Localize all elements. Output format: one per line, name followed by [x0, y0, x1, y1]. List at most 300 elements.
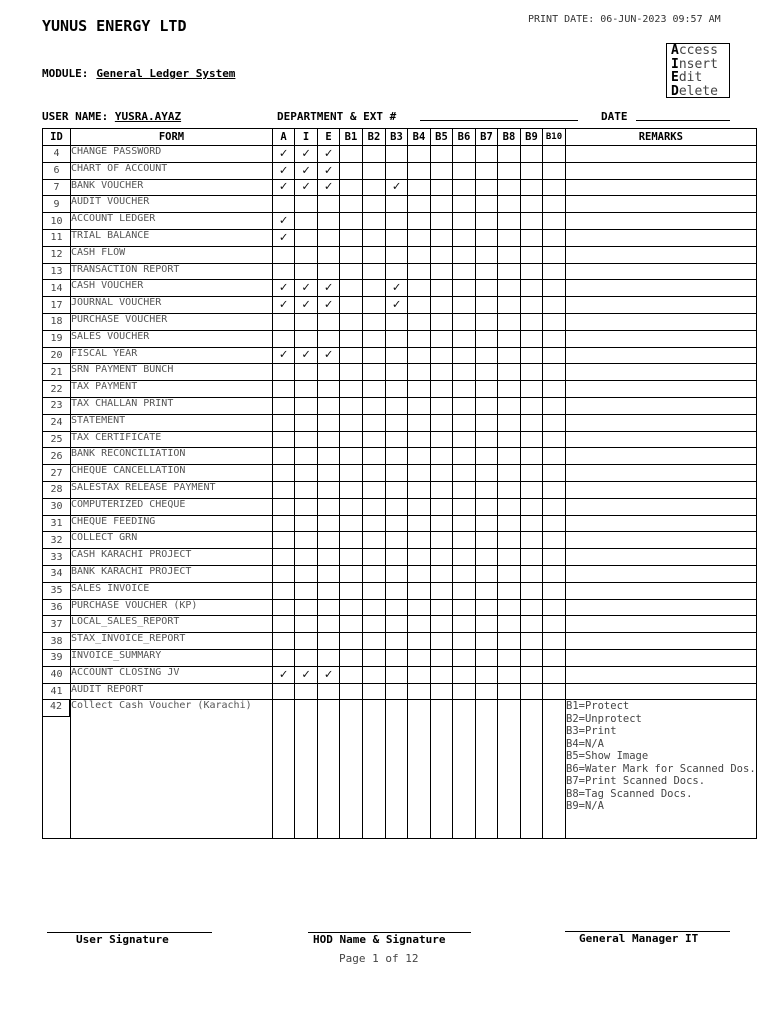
- empty-check-cell: [386, 700, 408, 839]
- row-form-name: CASH FLOW: [71, 246, 273, 263]
- empty-check-cell: [476, 347, 498, 364]
- empty-check-cell: [521, 280, 543, 297]
- empty-check-cell: [318, 700, 340, 839]
- empty-check-cell: [295, 599, 318, 616]
- empty-check-cell: [386, 582, 408, 599]
- row-remarks: [566, 162, 757, 179]
- empty-check-cell: [476, 213, 498, 230]
- empty-check-cell: [543, 414, 566, 431]
- empty-check-cell: [295, 381, 318, 398]
- row-form-name: TRIAL BALANCE: [71, 229, 273, 246]
- table-row: [43, 146, 757, 163]
- empty-check-cell: [408, 549, 431, 566]
- empty-check-cell: [295, 515, 318, 532]
- empty-check-cell: [340, 549, 363, 566]
- empty-check-cell: [295, 481, 318, 498]
- empty-check-cell: [453, 683, 476, 700]
- empty-check-cell: [476, 481, 498, 498]
- row-remarks: [566, 179, 757, 196]
- table-row: [43, 347, 757, 364]
- empty-check-cell: [453, 196, 476, 213]
- empty-check-cell: [543, 297, 566, 314]
- empty-check-cell: [476, 666, 498, 683]
- remarks-legend: [566, 700, 757, 839]
- row-form-name: AUDIT REPORT: [71, 683, 273, 700]
- empty-check-cell: [363, 565, 386, 582]
- empty-check-cell: [543, 532, 566, 549]
- row-id: 19: [43, 330, 71, 347]
- empty-check-cell: [543, 498, 566, 515]
- empty-check-cell: [386, 330, 408, 347]
- empty-check-cell: [408, 297, 431, 314]
- row-remarks: [566, 280, 757, 297]
- empty-check-cell: [521, 213, 543, 230]
- row-id: 20: [43, 347, 71, 364]
- table-row: [43, 414, 757, 431]
- empty-check-cell: [498, 162, 521, 179]
- empty-check-cell: [340, 565, 363, 582]
- empty-check-cell: [408, 582, 431, 599]
- table-row: [43, 280, 757, 297]
- row-remarks: [566, 448, 757, 465]
- empty-check-cell: [498, 633, 521, 650]
- row-remarks: [566, 683, 757, 700]
- row-remarks: [566, 565, 757, 582]
- row-form-name: AUDIT VOUCHER: [71, 196, 273, 213]
- check-mark-icon: ✓: [295, 179, 318, 196]
- empty-check-cell: [431, 700, 453, 839]
- column-header-b5: B5: [431, 129, 453, 146]
- row-form-name: CASH KARACHI PROJECT: [71, 549, 273, 566]
- empty-check-cell: [295, 448, 318, 465]
- empty-check-cell: [363, 179, 386, 196]
- row-remarks: [566, 532, 757, 549]
- column-header-b3: B3: [386, 129, 408, 146]
- remarks-legend-item: B6=Water Mark for Scanned Dos.: [566, 762, 756, 775]
- remarks-legend-item: B9=N/A: [566, 800, 604, 813]
- row-id: 14: [43, 280, 71, 297]
- empty-check-cell: [318, 448, 340, 465]
- empty-check-cell: [431, 313, 453, 330]
- remarks-legend-item: B5=Show Image: [566, 750, 649, 763]
- empty-check-cell: [543, 599, 566, 616]
- table-row: [43, 549, 757, 566]
- table-row: [43, 448, 757, 465]
- empty-check-cell: [386, 381, 408, 398]
- empty-check-cell: [476, 297, 498, 314]
- empty-check-cell: [431, 666, 453, 683]
- row-id: 23: [43, 397, 71, 414]
- remarks-legend-item: B2=Unprotect: [566, 712, 642, 725]
- empty-check-cell: [340, 616, 363, 633]
- empty-check-cell: [498, 263, 521, 280]
- empty-check-cell: [408, 448, 431, 465]
- empty-check-cell: [386, 213, 408, 230]
- empty-check-cell: [318, 313, 340, 330]
- row-remarks: [566, 347, 757, 364]
- empty-check-cell: [476, 263, 498, 280]
- empty-check-cell: [386, 633, 408, 650]
- row-id: 39: [43, 649, 71, 666]
- empty-check-cell: [476, 565, 498, 582]
- row-form-name: CHART OF ACCOUNT: [71, 162, 273, 179]
- empty-check-cell: [340, 263, 363, 280]
- table-row: [43, 381, 757, 398]
- empty-check-cell: [295, 414, 318, 431]
- empty-check-cell: [295, 700, 318, 839]
- row-remarks: [566, 364, 757, 381]
- empty-check-cell: [431, 347, 453, 364]
- empty-check-cell: [408, 381, 431, 398]
- table-row: [43, 196, 757, 213]
- empty-check-cell: [521, 549, 543, 566]
- empty-check-cell: [340, 162, 363, 179]
- empty-check-cell: [543, 465, 566, 482]
- empty-check-cell: [408, 465, 431, 482]
- empty-check-cell: [453, 162, 476, 179]
- empty-check-cell: [363, 364, 386, 381]
- empty-check-cell: [318, 263, 340, 280]
- row-remarks: [566, 146, 757, 163]
- empty-check-cell: [476, 280, 498, 297]
- row-form-name: CHEQUE CANCELLATION: [71, 465, 273, 482]
- check-mark-icon: ✓: [273, 162, 295, 179]
- empty-check-cell: [386, 666, 408, 683]
- empty-check-cell: [521, 431, 543, 448]
- legend-edit: Edit: [671, 70, 703, 85]
- empty-check-cell: [295, 263, 318, 280]
- row-remarks: [566, 481, 757, 498]
- empty-check-cell: [408, 397, 431, 414]
- empty-check-cell: [386, 263, 408, 280]
- module-value: General Ledger System: [96, 67, 236, 80]
- empty-check-cell: [476, 246, 498, 263]
- row-id: 35: [43, 582, 71, 599]
- row-form-name: JOURNAL VOUCHER: [71, 297, 273, 314]
- row-form-name: Collect Cash Voucher (Karachi): [71, 700, 273, 839]
- empty-check-cell: [476, 146, 498, 163]
- empty-check-cell: [431, 381, 453, 398]
- table-header-row: [43, 129, 757, 146]
- row-id: 7: [43, 179, 71, 196]
- empty-check-cell: [498, 213, 521, 230]
- empty-check-cell: [521, 263, 543, 280]
- row-id: 9: [43, 196, 71, 213]
- empty-check-cell: [543, 649, 566, 666]
- empty-check-cell: [318, 381, 340, 398]
- empty-check-cell: [431, 280, 453, 297]
- row-form-name: SALES VOUCHER: [71, 330, 273, 347]
- empty-check-cell: [273, 448, 295, 465]
- empty-check-cell: [386, 448, 408, 465]
- table-row: [43, 431, 757, 448]
- empty-check-cell: [476, 431, 498, 448]
- empty-check-cell: [543, 162, 566, 179]
- empty-check-cell: [453, 599, 476, 616]
- check-mark-icon: ✓: [273, 297, 295, 314]
- table-row: [43, 565, 757, 582]
- empty-check-cell: [273, 330, 295, 347]
- empty-check-cell: [273, 599, 295, 616]
- empty-check-cell: [476, 196, 498, 213]
- access-legend: [666, 43, 730, 98]
- column-header-b4: B4: [408, 129, 431, 146]
- column-header-i: I: [295, 129, 318, 146]
- row-id: 36: [43, 599, 71, 616]
- empty-check-cell: [543, 347, 566, 364]
- empty-check-cell: [498, 448, 521, 465]
- table-row: [43, 465, 757, 482]
- empty-check-cell: [295, 633, 318, 650]
- empty-check-cell: [363, 347, 386, 364]
- table-row: [43, 246, 757, 263]
- empty-check-cell: [295, 565, 318, 582]
- check-mark-icon: ✓: [318, 347, 340, 364]
- table-row: [43, 616, 757, 633]
- empty-check-cell: [453, 431, 476, 448]
- empty-check-cell: [295, 330, 318, 347]
- empty-check-cell: [363, 532, 386, 549]
- empty-check-cell: [363, 481, 386, 498]
- empty-check-cell: [273, 649, 295, 666]
- empty-check-cell: [543, 381, 566, 398]
- empty-check-cell: [498, 481, 521, 498]
- legend-insert: Insert: [671, 56, 718, 72]
- empty-check-cell: [498, 666, 521, 683]
- empty-check-cell: [295, 498, 318, 515]
- table-row: [43, 330, 757, 347]
- row-id: 31: [43, 515, 71, 532]
- empty-check-cell: [498, 330, 521, 347]
- empty-check-cell: [386, 146, 408, 163]
- empty-check-cell: [498, 414, 521, 431]
- empty-check-cell: [318, 246, 340, 263]
- empty-check-cell: [498, 683, 521, 700]
- empty-check-cell: [431, 616, 453, 633]
- empty-check-cell: [453, 280, 476, 297]
- empty-check-cell: [521, 146, 543, 163]
- empty-check-cell: [476, 465, 498, 482]
- check-mark-icon: ✓: [273, 179, 295, 196]
- empty-check-cell: [340, 649, 363, 666]
- empty-check-cell: [273, 481, 295, 498]
- table-row: [43, 666, 757, 683]
- row-id: 21: [43, 364, 71, 381]
- empty-check-cell: [476, 397, 498, 414]
- column-header-remarks: REMARKS: [566, 129, 757, 146]
- row-form-name: CHANGE PASSWORD: [71, 146, 273, 163]
- empty-check-cell: [453, 297, 476, 314]
- empty-check-cell: [543, 364, 566, 381]
- user-label: USER NAME:: [42, 110, 109, 123]
- empty-check-cell: [340, 330, 363, 347]
- empty-check-cell: [543, 246, 566, 263]
- empty-check-cell: [408, 213, 431, 230]
- empty-check-cell: [521, 229, 543, 246]
- permission-table: [42, 128, 757, 839]
- empty-check-cell: [543, 616, 566, 633]
- empty-check-cell: [431, 414, 453, 431]
- empty-check-cell: [318, 532, 340, 549]
- empty-check-cell: [498, 313, 521, 330]
- empty-check-cell: [318, 330, 340, 347]
- empty-check-cell: [318, 616, 340, 633]
- row-id: 13: [43, 263, 71, 280]
- empty-check-cell: [453, 498, 476, 515]
- check-mark-icon: ✓: [273, 146, 295, 163]
- empty-check-cell: [521, 515, 543, 532]
- empty-check-cell: [273, 313, 295, 330]
- empty-check-cell: [318, 364, 340, 381]
- empty-check-cell: [431, 515, 453, 532]
- row-form-name: INVOICE_SUMMARY: [71, 649, 273, 666]
- empty-check-cell: [476, 414, 498, 431]
- empty-check-cell: [476, 700, 498, 839]
- empty-check-cell: [295, 246, 318, 263]
- empty-check-cell: [363, 700, 386, 839]
- column-header-b7: B7: [476, 129, 498, 146]
- empty-check-cell: [453, 397, 476, 414]
- row-form-name: SALES INVOICE: [71, 582, 273, 599]
- empty-check-cell: [363, 146, 386, 163]
- row-id: 24: [43, 414, 71, 431]
- empty-check-cell: [386, 229, 408, 246]
- check-mark-icon: ✓: [295, 162, 318, 179]
- empty-check-cell: [318, 196, 340, 213]
- check-mark-icon: ✓: [295, 280, 318, 297]
- empty-check-cell: [363, 498, 386, 515]
- row-remarks: [566, 498, 757, 515]
- legend-delete: Delete: [671, 83, 718, 99]
- empty-check-cell: [498, 599, 521, 616]
- gm-it-label: General Manager IT: [579, 932, 699, 945]
- empty-check-cell: [408, 162, 431, 179]
- empty-check-cell: [408, 229, 431, 246]
- empty-check-cell: [386, 481, 408, 498]
- empty-check-cell: [453, 515, 476, 532]
- empty-check-cell: [453, 532, 476, 549]
- column-header-b10: B10: [543, 129, 566, 146]
- module-line: [42, 67, 235, 80]
- empty-check-cell: [408, 313, 431, 330]
- empty-check-cell: [431, 364, 453, 381]
- column-header-b2: B2: [363, 129, 386, 146]
- empty-check-cell: [408, 616, 431, 633]
- row-remarks: [566, 582, 757, 599]
- empty-check-cell: [498, 565, 521, 582]
- empty-check-cell: [498, 179, 521, 196]
- empty-check-cell: [543, 431, 566, 448]
- row-id: 41: [43, 683, 71, 700]
- empty-check-cell: [543, 280, 566, 297]
- row-id: 4: [43, 146, 71, 163]
- check-mark-icon: ✓: [318, 280, 340, 297]
- empty-check-cell: [386, 498, 408, 515]
- empty-check-cell: [521, 246, 543, 263]
- row-form-name: CHEQUE FEEDING: [71, 515, 273, 532]
- empty-check-cell: [408, 498, 431, 515]
- empty-check-cell: [431, 582, 453, 599]
- table-row: [43, 649, 757, 666]
- empty-check-cell: [295, 549, 318, 566]
- check-mark-icon: ✓: [273, 213, 295, 230]
- empty-check-cell: [521, 397, 543, 414]
- empty-check-cell: [543, 213, 566, 230]
- date-label: DATE: [601, 110, 628, 123]
- empty-check-cell: [498, 229, 521, 246]
- empty-check-cell: [408, 179, 431, 196]
- row-form-name: BANK RECONCILIATION: [71, 448, 273, 465]
- user-value: YUSRA.AYAZ: [114, 110, 182, 123]
- remarks-legend-item: B8=Tag Scanned Docs.: [566, 787, 693, 800]
- empty-check-cell: [453, 465, 476, 482]
- empty-check-cell: [363, 246, 386, 263]
- empty-check-cell: [408, 330, 431, 347]
- check-mark-icon: ✓: [318, 162, 340, 179]
- empty-check-cell: [273, 397, 295, 414]
- empty-check-cell: [431, 431, 453, 448]
- empty-check-cell: [386, 649, 408, 666]
- empty-check-cell: [431, 196, 453, 213]
- table-row: [43, 397, 757, 414]
- empty-check-cell: [318, 498, 340, 515]
- empty-check-cell: [521, 297, 543, 314]
- empty-check-cell: [453, 414, 476, 431]
- row-id: 17: [43, 297, 71, 314]
- empty-check-cell: [386, 313, 408, 330]
- empty-check-cell: [453, 146, 476, 163]
- empty-check-cell: [363, 213, 386, 230]
- empty-check-cell: [408, 246, 431, 263]
- empty-check-cell: [408, 599, 431, 616]
- row-id: 6: [43, 162, 71, 179]
- empty-check-cell: [521, 683, 543, 700]
- table-row: [43, 532, 757, 549]
- empty-check-cell: [340, 448, 363, 465]
- empty-check-cell: [363, 549, 386, 566]
- table-row: [43, 229, 757, 246]
- empty-check-cell: [273, 498, 295, 515]
- row-remarks: [566, 666, 757, 683]
- empty-check-cell: [273, 549, 295, 566]
- empty-check-cell: [295, 313, 318, 330]
- row-form-name: STAX_INVOICE_REPORT: [71, 633, 273, 650]
- empty-check-cell: [543, 683, 566, 700]
- empty-check-cell: [521, 633, 543, 650]
- row-remarks: [566, 549, 757, 566]
- empty-check-cell: [295, 465, 318, 482]
- empty-check-cell: [386, 364, 408, 381]
- table-row: [43, 599, 757, 616]
- empty-check-cell: [521, 381, 543, 398]
- empty-check-cell: [498, 465, 521, 482]
- empty-check-cell: [340, 515, 363, 532]
- empty-check-cell: [476, 381, 498, 398]
- empty-check-cell: [363, 414, 386, 431]
- empty-check-cell: [453, 330, 476, 347]
- row-remarks: [566, 431, 757, 448]
- empty-check-cell: [521, 582, 543, 599]
- empty-check-cell: [340, 481, 363, 498]
- legend-access: Access: [671, 43, 718, 58]
- empty-check-cell: [273, 532, 295, 549]
- empty-check-cell: [498, 431, 521, 448]
- check-mark-icon: ✓: [318, 666, 340, 683]
- empty-check-cell: [476, 229, 498, 246]
- empty-check-cell: [340, 179, 363, 196]
- empty-check-cell: [363, 666, 386, 683]
- empty-check-cell: [340, 683, 363, 700]
